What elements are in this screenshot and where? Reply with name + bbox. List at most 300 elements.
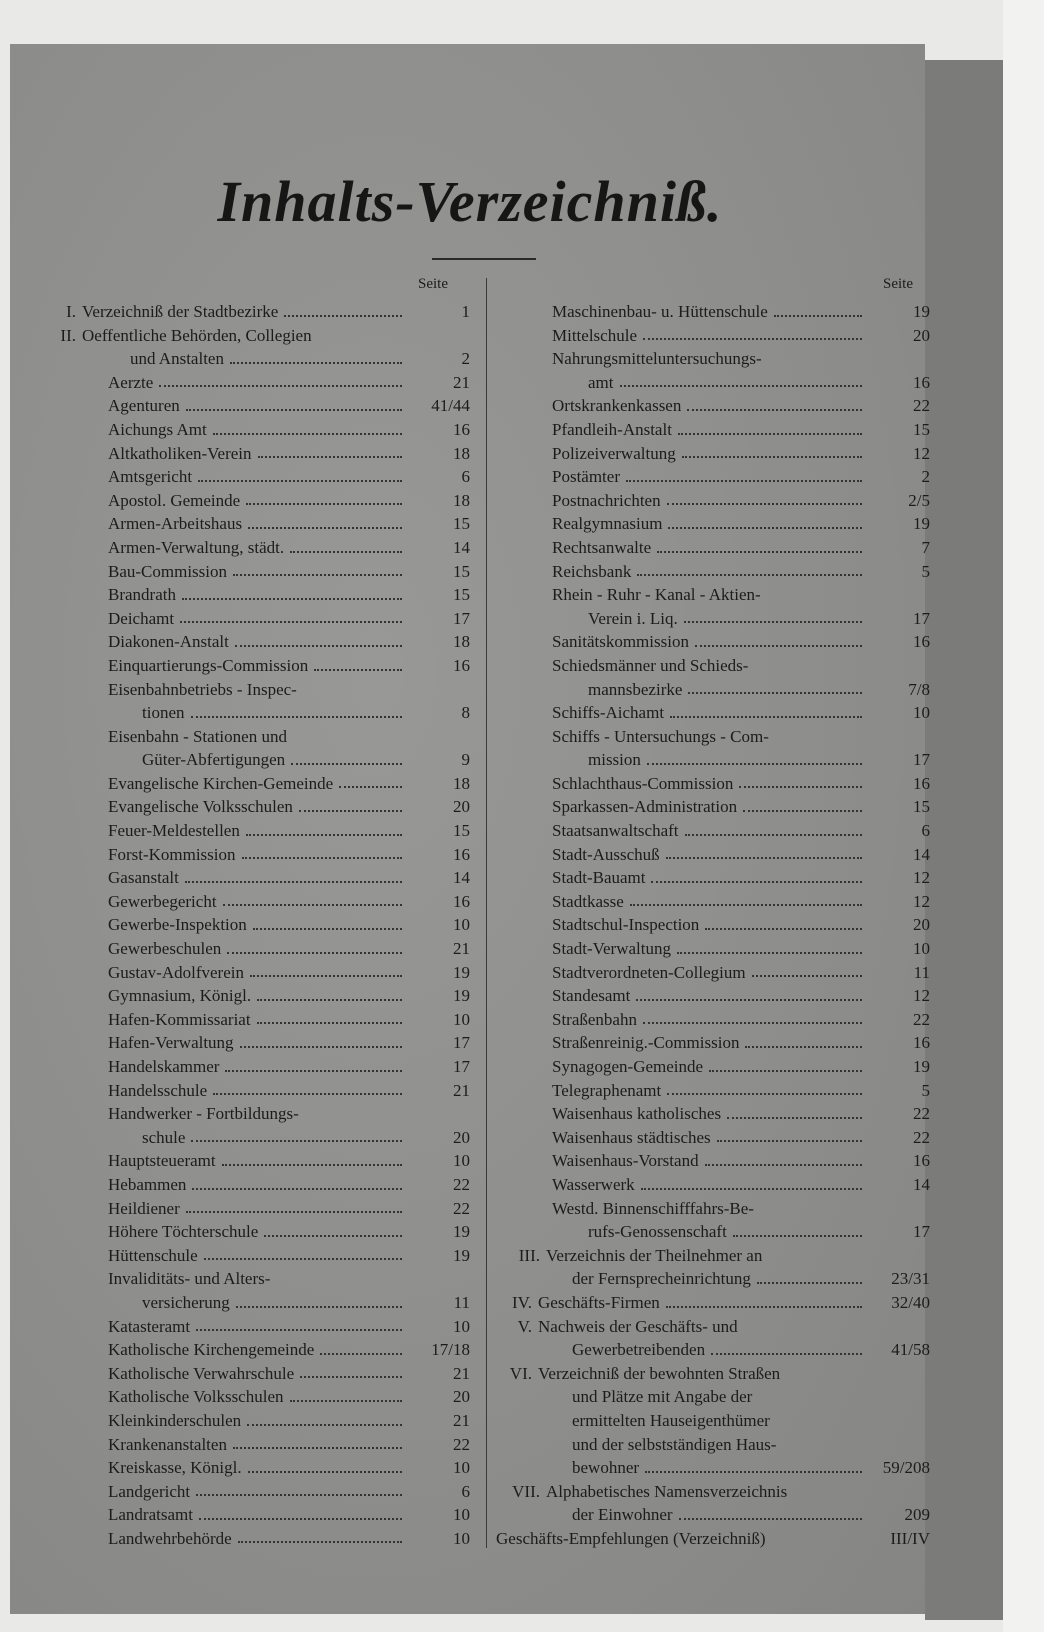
toc-entry [30, 300, 470, 324]
entry-title: Feuer-Meldestellen [108, 821, 240, 841]
toc-entry [30, 560, 470, 584]
toc-entry [30, 678, 470, 725]
toc-entry [30, 489, 470, 513]
page-number: 14 [913, 1174, 930, 1194]
title-rule [432, 258, 536, 260]
entry-title: der Fernsprecheinrichtung [572, 1269, 751, 1289]
toc-entry [496, 1079, 930, 1103]
entry-title: Pfandleih-Anstalt [552, 419, 672, 439]
toc-entry [30, 866, 470, 890]
entry-title: Verzeichniß der Stadtbezirke [82, 302, 279, 321]
toc-left-column [30, 300, 470, 1550]
dot-leader [667, 1079, 862, 1096]
entry-title: Nachweis der Geschäfts- und [538, 1316, 738, 1336]
entry-title: Güter-Abfertigungen [142, 750, 286, 770]
dot-leader [682, 442, 862, 459]
dot-leader [320, 1338, 402, 1355]
entry-title: Gasanstalt [108, 868, 179, 888]
section-number: III. [518, 1245, 540, 1265]
page-number: 21 [453, 372, 470, 392]
entry-title: Straßenreinig.-Commission [552, 1033, 740, 1053]
toc-entry [496, 418, 930, 442]
entry-title: Verein i. Liq. [588, 608, 678, 628]
toc-entry [30, 772, 470, 796]
entry-title: Standesamt [552, 986, 631, 1006]
dot-leader [235, 630, 402, 647]
toc-entry [30, 583, 470, 607]
toc-entry [496, 536, 930, 560]
toc-entry [496, 300, 930, 324]
page-number: 12 [913, 891, 930, 911]
dot-leader [213, 418, 402, 435]
entry-title: Evangelische Volksschulen [108, 797, 293, 817]
toc-entry [30, 937, 470, 961]
dot-leader [180, 607, 402, 624]
dot-leader [705, 1149, 862, 1166]
toc-entry [496, 1244, 930, 1291]
page-number: 14 [913, 844, 930, 864]
page-number: 18 [453, 632, 470, 652]
entry-title: Gewerbegericht [108, 891, 217, 911]
dot-leader [240, 1031, 402, 1048]
page-number: 2/5 [908, 490, 930, 510]
entry-title: Alphabetisches Namensverzeichnis [546, 1481, 788, 1501]
toc-entry [496, 489, 930, 513]
entry-title: Hafen-Kommissariat [108, 1009, 251, 1029]
dot-leader [641, 1173, 862, 1190]
toc-entry [496, 630, 930, 654]
entry-title: schule [142, 1127, 186, 1147]
page-number: 14 [453, 537, 470, 557]
toc-entry [496, 654, 930, 701]
entry-title: Geschäfts-Empfehlungen (Verzeichniß) [496, 1528, 766, 1548]
entry-title: Armen-Verwaltung, städt. [108, 537, 285, 557]
dot-leader [684, 607, 862, 624]
dot-leader [246, 489, 402, 506]
entry-title: mannsbezirke [588, 679, 683, 699]
toc-entry [30, 1456, 470, 1480]
toc-entry [496, 512, 930, 536]
dot-leader [643, 324, 862, 341]
entry-title: rufs-Genossenschaft [588, 1222, 727, 1242]
toc-entry [30, 1031, 470, 1055]
dot-leader [199, 1503, 402, 1520]
page-number: 11 [913, 962, 930, 982]
section-number: IV. [512, 1292, 532, 1312]
toc-entry [30, 1197, 470, 1221]
toc-entry [496, 1315, 930, 1362]
page-number: 21 [453, 939, 470, 959]
dot-leader [739, 772, 862, 789]
entry-title: Rechtsanwalte [552, 537, 652, 557]
toc-entry [496, 442, 930, 466]
page-number: 10 [453, 1528, 470, 1548]
toc-entry [30, 1409, 470, 1433]
dot-leader [227, 937, 402, 954]
dot-leader [236, 1291, 402, 1308]
dot-leader [630, 890, 862, 907]
dot-leader [620, 371, 863, 388]
entry-title: Stadtverordneten-Collegium [552, 962, 746, 982]
entry-title: amt [588, 372, 614, 392]
page-number: 19 [913, 302, 930, 321]
entry-title: Eisenbahn - Stationen und [108, 726, 287, 746]
page-number: 7 [921, 537, 930, 557]
entry-title: Landratsamt [108, 1505, 193, 1525]
entry-title: Nahrungsmitteluntersuchungs- [552, 349, 762, 369]
entry-title: Apostol. Gemeinde [108, 490, 241, 510]
toc-entry [496, 1008, 930, 1032]
dot-leader [257, 1008, 402, 1025]
dot-leader [668, 512, 862, 529]
dot-leader [626, 465, 862, 482]
toc-entry [30, 630, 470, 654]
entry-title: Katholische Kirchengemeinde [108, 1340, 315, 1360]
toc-entry [496, 1055, 930, 1079]
toc-entry [496, 725, 930, 772]
dot-leader [222, 1149, 402, 1166]
page-number: 15 [913, 419, 930, 439]
entry-title: Landwehrbehörde [108, 1528, 232, 1548]
toc-entry [30, 1433, 470, 1457]
toc-entry [496, 1126, 930, 1150]
page-number: 11 [453, 1292, 470, 1312]
dot-leader [717, 1126, 862, 1143]
dot-leader [677, 937, 862, 954]
page-number: 17/18 [431, 1340, 470, 1360]
dot-leader [213, 1079, 402, 1096]
page-number: 32/40 [891, 1292, 930, 1312]
page-number: 17 [913, 608, 930, 628]
dot-leader [643, 1008, 862, 1025]
entry-title: Schlachthaus-Commission [552, 773, 734, 793]
page-number: 19 [453, 962, 470, 982]
page-number: 5 [921, 1080, 930, 1100]
toc-entry [30, 1055, 470, 1079]
toc-entry [30, 819, 470, 843]
dot-leader [242, 843, 402, 860]
page-number: 16 [453, 419, 470, 439]
page-number: 6 [461, 1481, 470, 1501]
toc-entry [30, 913, 470, 937]
toc-entry [30, 1338, 470, 1362]
entry-title: Aerzte [108, 372, 154, 392]
page-number: 10 [453, 1009, 470, 1029]
entry-title: Synagogen-Gemeinde [552, 1057, 704, 1076]
page-number: 12 [913, 868, 930, 888]
page-number: 8 [461, 703, 470, 723]
page-number: 16 [453, 655, 470, 675]
entry-title: bewohner [572, 1458, 640, 1478]
toc-entry [496, 843, 930, 867]
dot-leader [679, 1503, 862, 1520]
page-number: 6 [461, 467, 470, 487]
dot-leader [733, 1220, 862, 1237]
toc-entry [30, 394, 470, 418]
dot-leader [284, 300, 402, 317]
entry-title: Katholische Verwahrschule [108, 1363, 295, 1383]
entry-title: Straßenbahn [552, 1009, 637, 1029]
toc-entry [30, 1102, 470, 1149]
toc-entry [30, 1385, 470, 1409]
dot-leader [185, 866, 402, 883]
toc-entry [496, 890, 930, 914]
toc-entry [30, 1149, 470, 1173]
scan-background [1003, 0, 1044, 1632]
page-number: 16 [913, 372, 930, 392]
dot-leader [191, 1126, 402, 1143]
toc-entry [496, 701, 930, 725]
entry-title: Polizeiverwaltung [552, 443, 676, 463]
toc-entry [496, 937, 930, 961]
page-number: 10 [453, 1151, 470, 1171]
entry-title: Katasteramt [108, 1316, 191, 1336]
page-number: 15 [453, 514, 470, 534]
page-number: 19 [913, 514, 930, 534]
dot-leader [757, 1267, 862, 1284]
dot-leader [223, 890, 402, 907]
entry-title: Aichungs Amt [108, 419, 207, 439]
page-number: 41/58 [891, 1340, 930, 1360]
toc-entry [496, 347, 930, 394]
dot-leader [637, 560, 862, 577]
dot-leader [705, 913, 862, 930]
page-number: 10 [913, 939, 930, 959]
page-number: 16 [913, 773, 930, 793]
dot-leader [314, 654, 402, 671]
page-number: 10 [453, 1505, 470, 1525]
dot-leader [257, 984, 402, 1001]
dot-leader [685, 819, 862, 836]
entry-title: Reichsbank [552, 561, 632, 581]
page-number: 22 [913, 1127, 930, 1147]
entry-title: Krankenanstalten [108, 1434, 227, 1454]
entry-title: Schiffs-Aichamt [552, 703, 665, 723]
entry-title: Gewerbeschulen [108, 939, 222, 959]
toc-entry [30, 1244, 470, 1268]
entry-title: Westd. Binnenschifffahrs-Be- [552, 1198, 754, 1218]
entry-title: Agenturen [108, 396, 180, 416]
entry-title: Stadt-Ausschuß [552, 844, 660, 864]
toc-entry [30, 1079, 470, 1103]
entry-title: Kreiskasse, Königl. [108, 1458, 242, 1478]
dot-leader [250, 961, 402, 978]
page-number: 21 [453, 1363, 470, 1383]
dot-leader [248, 512, 402, 529]
entry-title: Landgericht [108, 1481, 191, 1501]
dot-leader [290, 536, 402, 553]
page-number: 22 [913, 1009, 930, 1029]
column-divider [486, 278, 487, 1548]
toc-entry [496, 583, 930, 630]
entry-title: Höhere Töchterschule [108, 1222, 259, 1242]
toc-entry [30, 795, 470, 819]
page-number: 15 [913, 797, 930, 817]
dot-leader [258, 442, 402, 459]
dot-leader [230, 347, 402, 364]
toc-entry [496, 324, 930, 348]
entry-title: Bau-Commission [108, 561, 228, 581]
page-number: 18 [453, 443, 470, 463]
entry-title: Katholische Volksschulen [108, 1387, 284, 1407]
page-number: 59/208 [882, 1458, 930, 1478]
dot-leader [743, 795, 862, 812]
entry-title: versicherung [142, 1292, 230, 1312]
entry-title: der Einwohner [572, 1505, 673, 1525]
entry-title: Hüttenschule [108, 1245, 198, 1265]
page-number: 22 [913, 1104, 930, 1124]
page-number: 10 [913, 703, 930, 723]
entry-title: Einquartierungs-Commission [108, 655, 309, 675]
toc-entry [496, 795, 930, 819]
entry-title: Gewerbetreibenden [572, 1340, 706, 1360]
entry-title: Waisenhaus städtisches [552, 1127, 711, 1147]
entry-title: Gymnasium, Königl. [108, 986, 252, 1006]
entry-title: Maschinenbau- u. Hüttenschule [552, 302, 768, 321]
page-number: 12 [913, 986, 930, 1006]
entry-title: Waisenhaus katholisches [552, 1104, 722, 1124]
entry-title: Handwerker - Fortbildungs- [108, 1104, 299, 1124]
dot-leader [647, 748, 862, 765]
toc-entry [496, 961, 930, 985]
entry-title: Gustav-Adolfverein [108, 962, 244, 982]
page-number: 18 [453, 490, 470, 510]
entry-title: Waisenhaus-Vorstand [552, 1151, 699, 1171]
toc-entry [30, 890, 470, 914]
toc-entry [30, 442, 470, 466]
toc-entry [30, 984, 470, 1008]
page-number: 15 [453, 585, 470, 605]
entry-title: Rhein - Ruhr - Kanal - Aktien- [552, 585, 761, 605]
toc-entry [30, 654, 470, 678]
dot-leader [233, 560, 402, 577]
page-number: 18 [453, 773, 470, 793]
toc-entry [30, 371, 470, 395]
entry-title: Handelsschule [108, 1080, 208, 1100]
section-number: VI. [509, 1363, 532, 1383]
toc-right-column [496, 300, 930, 1550]
page-number: 17 [913, 750, 930, 770]
page-number: 20 [453, 1127, 470, 1147]
toc-entry [496, 394, 930, 418]
page-number: 41/44 [431, 396, 470, 416]
toc-entry [30, 725, 470, 772]
page-number: 10 [453, 1316, 470, 1336]
entry-title: Heildiener [108, 1198, 180, 1218]
entry-title: Postnachrichten [552, 490, 661, 510]
entry-title: Invaliditäts- und Alters- [108, 1269, 271, 1289]
page-number: 15 [453, 561, 470, 581]
toc-entry [496, 1480, 930, 1527]
dot-leader [159, 371, 402, 388]
toc-entry [30, 1173, 470, 1197]
page-number: 16 [453, 844, 470, 864]
entry-title: tionen [142, 703, 185, 723]
page-header-right: Seite [883, 276, 913, 292]
entry-title: Postämter [552, 467, 620, 487]
page-number: 12 [913, 443, 930, 463]
toc-entry [30, 1220, 470, 1244]
page-number: 20 [913, 325, 930, 345]
page-number: 5 [921, 561, 930, 581]
entry-title: Hebammen [108, 1174, 187, 1194]
page-number: 9 [461, 750, 470, 770]
dot-leader [238, 1527, 402, 1544]
dot-leader [670, 701, 862, 718]
dot-leader [264, 1220, 402, 1237]
page-number: 19 [453, 1222, 470, 1242]
dot-leader [339, 772, 402, 789]
entry-title: Ortskrankenkassen [552, 396, 682, 416]
entry-title: Schiffs - Untersuchungs - Com- [552, 726, 769, 746]
entry-title: Brandrath [108, 585, 176, 605]
toc-entry [30, 512, 470, 536]
toc-entry [30, 843, 470, 867]
entry-title: Mittelschule [552, 325, 637, 345]
toc-entry [30, 1267, 470, 1314]
toc-entry [30, 324, 470, 371]
section-number: VII. [512, 1481, 540, 1501]
page-number: 20 [453, 1387, 470, 1407]
dot-leader [192, 1173, 402, 1190]
entry-title: Kleinkinderschulen [108, 1410, 242, 1430]
entry-title: Gewerbe-Inspektion [108, 915, 247, 935]
dot-leader [204, 1244, 402, 1261]
entry-title: Telegraphenamt [552, 1080, 662, 1100]
page-number: 16 [453, 891, 470, 911]
page-number: 19 [453, 986, 470, 1006]
entry-title: Schiedsmänner und Schieds- [552, 655, 749, 675]
toc-entry [496, 1149, 930, 1173]
section-number: I. [66, 302, 76, 321]
dot-leader [687, 394, 862, 411]
entry-title: Stadt-Bauamt [552, 868, 646, 888]
dot-leader [253, 913, 402, 930]
dot-leader [291, 748, 402, 765]
entry-title: Diakonen-Anstalt [108, 632, 229, 652]
dot-leader [636, 984, 862, 1001]
page-number: 7/8 [908, 679, 930, 699]
dot-leader [196, 1480, 402, 1497]
toc-entry [30, 465, 470, 489]
page-number: 14 [453, 868, 470, 888]
dot-leader [246, 819, 402, 836]
dot-leader [186, 1197, 402, 1214]
toc-entry [496, 866, 930, 890]
toc-entry [30, 1008, 470, 1032]
entry-title: Realgymnasium [552, 514, 663, 534]
entry-title: und Anstalten [130, 349, 224, 369]
entry-title: Deichamt [108, 608, 175, 628]
dot-leader [182, 583, 402, 600]
dot-leader [657, 536, 862, 553]
toc-entry [496, 1173, 930, 1197]
page-number: 21 [453, 1410, 470, 1430]
entry-title: Sanitätskommission [552, 632, 689, 652]
toc-entry [30, 1362, 470, 1386]
entry-title: Armen-Arbeitshaus [108, 514, 243, 534]
toc-entry [30, 1315, 470, 1339]
dot-leader [688, 678, 862, 695]
entry-title: Verzeichnis der Theilnehmer an [546, 1245, 763, 1265]
toc-entry [496, 819, 930, 843]
dot-leader [774, 300, 862, 317]
page-number: 23/31 [891, 1269, 930, 1289]
section-number: II. [60, 325, 76, 345]
dot-leader [290, 1385, 403, 1402]
entry-title: Staatsanwaltschaft [552, 821, 679, 841]
entry-title: ermittelten Hauseigenthümer [572, 1410, 770, 1430]
